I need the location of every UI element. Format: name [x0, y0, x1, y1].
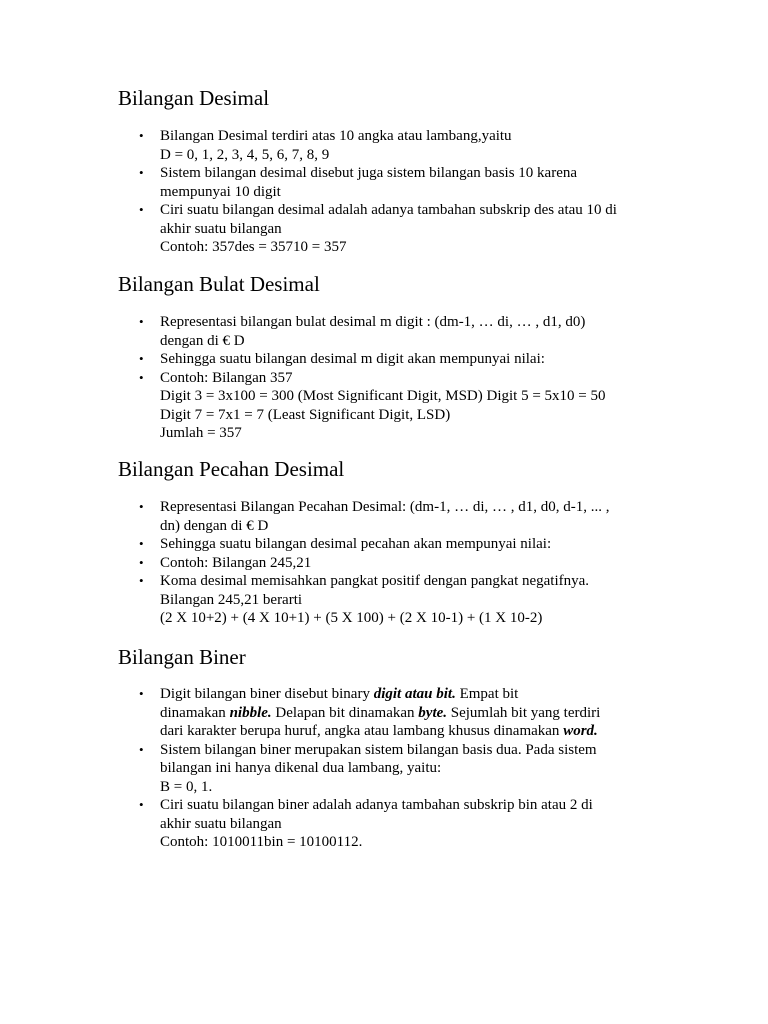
- text-line: mempunyai 10 digit: [160, 183, 281, 200]
- text-line: Sehingga suatu bilangan desimal pecahan akan mempunyai nilai:: [160, 536, 552, 552]
- list-item: [118, 554, 648, 573]
- emphasis-text: word.: [563, 723, 598, 739]
- bullet-list: [118, 127, 648, 257]
- bullet-icon: •: [139, 369, 144, 385]
- text-line: akhir suatu bilangan: [160, 815, 282, 832]
- text-line: Bilangan Desimal terdiri atas 10 angka atau lambang,yaitu: [160, 128, 512, 144]
- text-line: Koma desimal memisahkan pangkat positif dengan pangkat negatifnya.: [160, 573, 590, 589]
- text-line: Representasi Bilangan Pecahan Desimal: (dm-1, … di, … , d1, d0, d-1, ... ,: [160, 499, 610, 515]
- bullet-list: [118, 685, 648, 852]
- bullet-list: [118, 498, 648, 628]
- text-line: akhir suatu bilangan: [160, 220, 282, 237]
- text-run: Empat bit: [455, 686, 519, 702]
- section-heading: Bilangan Biner: [118, 645, 246, 669]
- text-line: [160, 685, 648, 704]
- list-item: [118, 164, 648, 201]
- list-item: [118, 498, 648, 535]
- bullet-icon: •: [139, 536, 144, 551]
- bullet-icon: •: [139, 165, 144, 180]
- bullet-icon: •: [139, 554, 144, 570]
- text-line: D = 0, 1, 2, 3, 4, 5, 6, 7, 8, 9: [160, 146, 330, 163]
- text-line: Ciri suatu bilangan desimal adalah adanya tambahan subskrip des atau 10 di: [160, 202, 617, 218]
- bullet-list: [118, 313, 648, 443]
- list-item: [118, 350, 648, 369]
- bullet-icon: •: [139, 128, 144, 143]
- text-line: (2 X 10+2) + (4 X 10+1) + (5 X 100) + (2 X 10-1) + (1 X 10-2): [160, 610, 543, 626]
- list-item: [118, 741, 648, 797]
- section-heading: Bilangan Bulat Desimal: [118, 272, 320, 296]
- text-line: Jumlah = 357: [160, 425, 242, 441]
- list-item: [118, 535, 648, 554]
- text-line: [160, 722, 648, 741]
- list-item: [118, 572, 648, 628]
- text-line: Contoh: 1010011bin = 10100112.: [160, 834, 363, 850]
- list-item: [118, 201, 648, 257]
- text-run: dinamakan: [160, 704, 230, 721]
- text-line: Ciri suatu bilangan biner adalah adanya tambahan subskrip bin atau 2 di: [160, 797, 593, 813]
- list-item: [118, 369, 648, 443]
- text-line: Bilangan 245,21 berarti: [160, 591, 303, 608]
- text-run: Sejumlah bit yang terdiri: [447, 704, 601, 721]
- bullet-icon: •: [139, 741, 144, 757]
- text-line: Sistem bilangan biner merupakan sistem bilangan basis dua. Pada sistem: [160, 741, 597, 758]
- section-heading: Bilangan Pecahan Desimal: [118, 457, 345, 481]
- text-line: dengan di € D: [160, 332, 245, 349]
- text-line: Sehingga suatu bilangan desimal m digit akan mempunyai nilai:: [160, 351, 545, 367]
- emphasis-text: digit atau bit.: [373, 686, 456, 702]
- text-line: dn) dengan di € D: [160, 517, 269, 534]
- list-item: [118, 685, 648, 741]
- section-bilangan-pecahan-desimal: [118, 457, 678, 626]
- text-line: B = 0, 1.: [160, 778, 213, 795]
- bullet-icon: •: [139, 797, 144, 812]
- bullet-icon: •: [139, 314, 144, 329]
- emphasis-text: byte.: [418, 704, 448, 721]
- text-line: Contoh: Bilangan 357: [160, 369, 293, 386]
- section-heading: Bilangan Desimal: [118, 86, 270, 110]
- bullet-icon: •: [139, 499, 144, 514]
- text-line: [160, 704, 648, 723]
- text-line: Sistem bilangan desimal disebut juga sistem bilangan basis 10 karena: [160, 165, 578, 181]
- section-bilangan-biner: [118, 645, 678, 850]
- section-bilangan-desimal: [118, 86, 678, 255]
- list-item: [118, 796, 648, 852]
- bullet-icon: •: [139, 573, 144, 588]
- text-line: bilangan ini hanya dikenal dua lambang, yaitu:: [160, 760, 442, 776]
- list-item: [118, 127, 648, 164]
- text-run: Digit bilangan biner disebut binary: [160, 686, 374, 702]
- bullet-icon: •: [139, 686, 144, 701]
- emphasis-text: nibble.: [229, 704, 272, 721]
- list-item: [118, 313, 648, 350]
- text-run: dari karakter berupa huruf, angka atau lambang khusus dinamakan: [160, 723, 564, 739]
- text-line: Representasi bilangan bulat desimal m digit : (dm-1, … di, … , d1, d0): [160, 314, 586, 330]
- text-line: Contoh: Bilangan 245,21: [160, 554, 312, 571]
- section-bilangan-bulat-desimal: [118, 272, 678, 441]
- text-line: Contoh: 357des = 35710 = 357: [160, 239, 347, 255]
- text-line: Digit 3 = 3x100 = 300 (Most Significant Digit, MSD) Digit 5 = 5x10 = 50: [160, 388, 606, 404]
- text-line: Digit 7 = 7x1 = 7 (Least Significant Digit, LSD): [160, 406, 451, 423]
- text-run: Delapan bit dinamakan: [271, 704, 419, 721]
- bullet-icon: •: [139, 351, 144, 366]
- bullet-icon: •: [139, 202, 144, 217]
